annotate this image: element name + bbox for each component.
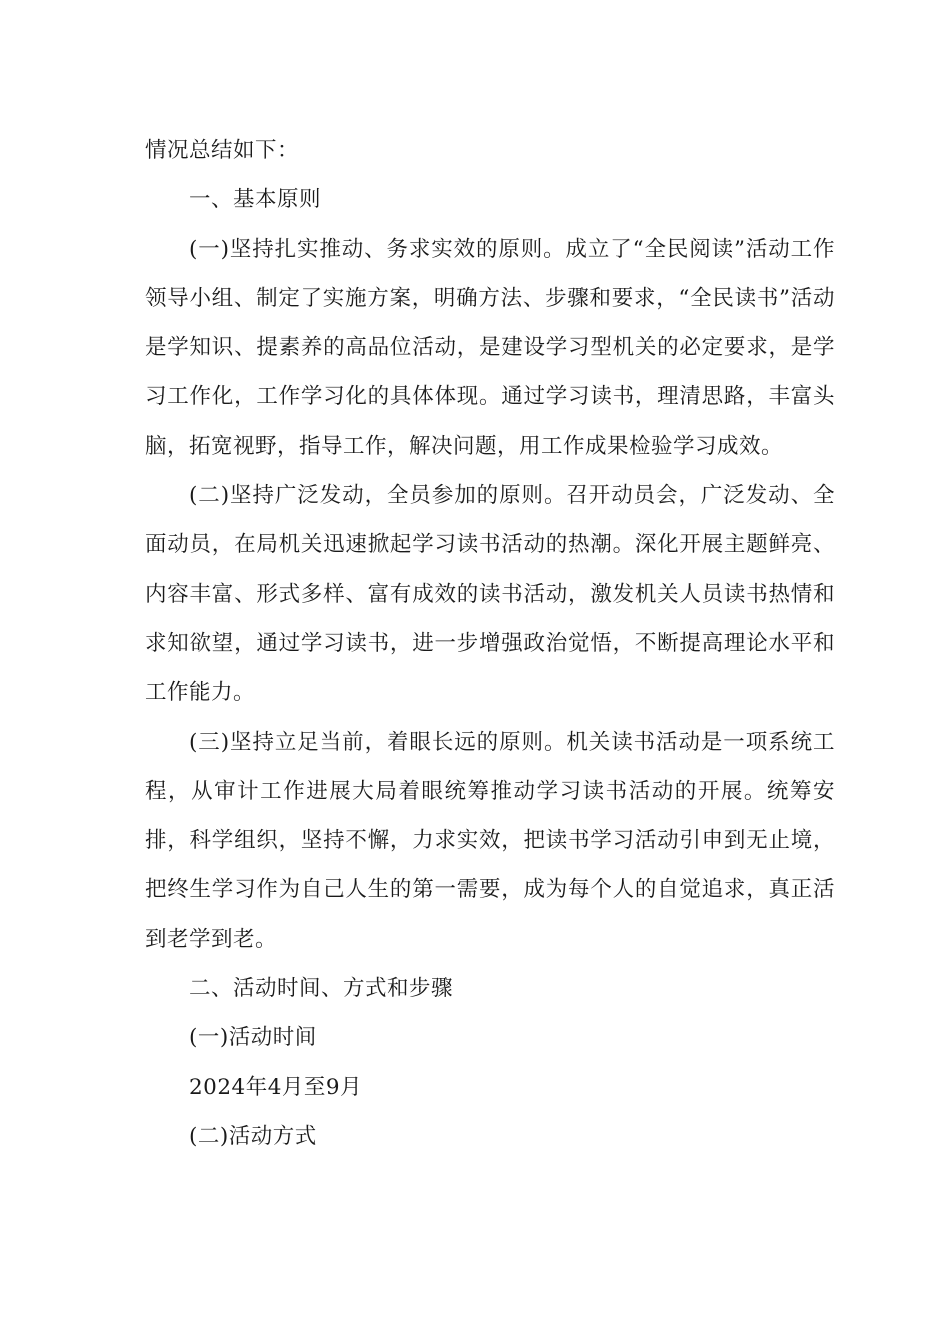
paragraph-principle-3: (三)坚持立足当前，着眼长远的原则。机关读书活动是一项系统工程，从审计工作进展大局着眼统筹推动学习读书活动的开展。统筹安排，科学组织，坚持不懈，力求实效，把读书学习活动引申到无止境，把终生学习作为自己人生的第一需要，成为每个人的自觉追求，真正活到老学到老。	[145, 729, 835, 952]
heading-basic-principles: 一、基本原则	[189, 187, 322, 213]
document-body	[145, 126, 835, 1161]
heading-activity-time-method: 二、活动时间、方式和步骤	[189, 976, 454, 1002]
subheading-activity-time: (一)活动时间	[189, 1025, 317, 1051]
paragraph-principle-1: (一)坚持扎实推动、务求实效的原则。成立了“全民阅读”活动工作领导小组、制定了实施方案，明确方法、步骤和要求，“全民读书”活动是学知识、提素养的高品位活动，是建设学习型机关的必定要求，是学习工作化，工作学习化的具体体现。通过学习读书，理清思路，丰富头脑，拓宽视野，指导工作，解决问题，用工作成果检验学习成效。	[145, 236, 835, 459]
paragraph-intro: 情况总结如下：	[145, 138, 300, 163]
paragraph-activity-date: 2024年4月至9月	[189, 1074, 363, 1100]
subheading-activity-method: (二)活动方式	[189, 1123, 317, 1149]
paragraph-principle-2: (二)坚持广泛发动，全员参加的原则。召开动员会，广泛发动、全面动员，在局机关迅速掀起学习读书活动的热潮。深化开展主题鲜亮、内容丰富、形式多样、富有成效的读书活动，激发机关人员读书热情和求知欲望，通过学习读书，进一步增强政治觉悟，不断提高理论水平和工作能力。	[145, 483, 835, 706]
